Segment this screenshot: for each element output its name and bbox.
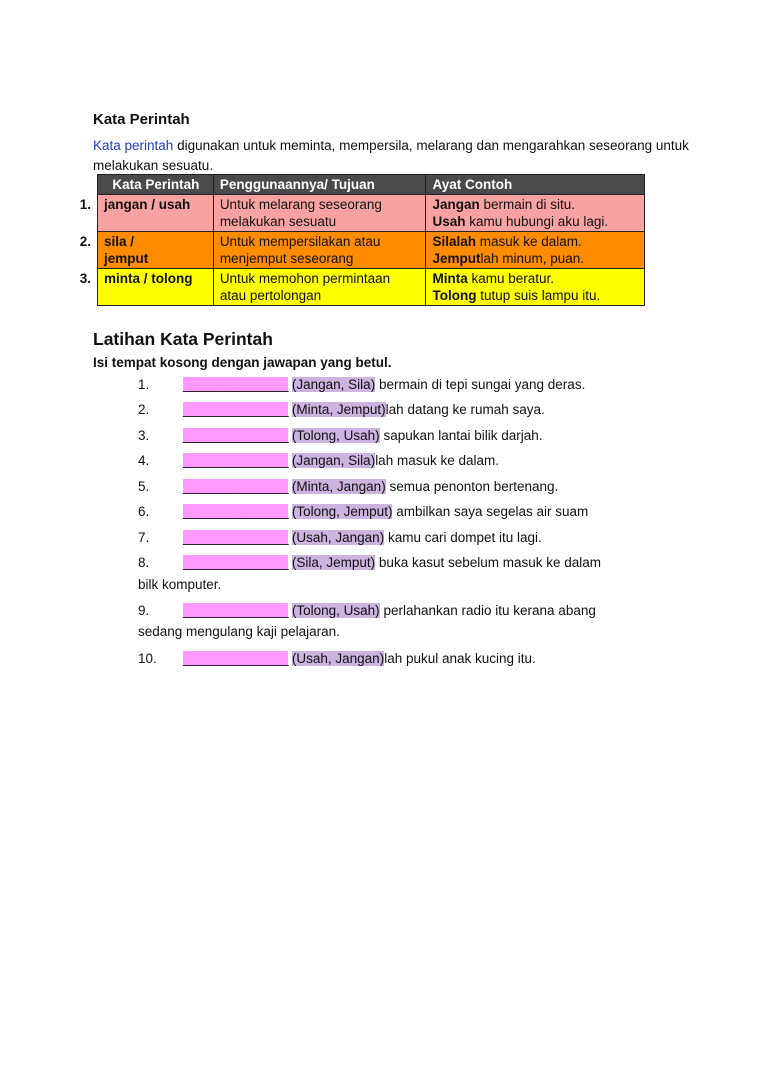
list-item <box>138 648 698 670</box>
header-penggunaan: Penggunaannya/ Tujuan <box>213 175 426 195</box>
instruction: Isi tempat kosong dengan jawapan yang betul. <box>93 355 392 370</box>
section-title-kata-perintah: Kata Perintah <box>93 111 190 128</box>
answer-blank: _______________ <box>183 479 289 494</box>
question-text: lah pukul anak kucing itu. <box>384 651 536 666</box>
question-continuation: sedang mengulang kaji pelajaran. <box>138 624 340 639</box>
intro-text: digunakan untuk meminta, mempersila, melarang dan mengarahkan seseorang untuk melakukan sesuatu. <box>93 138 689 173</box>
example-text: tutup suis lampu itu. <box>476 288 601 303</box>
answer-choices: (Jangan, Sila) <box>291 377 376 392</box>
usage-line: Untuk memohon permintaan <box>219 271 391 286</box>
example-cell <box>426 269 645 306</box>
keyword: jemput <box>104 251 149 266</box>
table-row <box>98 269 645 306</box>
question-text: semua penonton bertenang. <box>385 479 559 494</box>
question-number: 4. <box>138 453 150 468</box>
list-item <box>138 552 698 574</box>
usage-line: atau pertolongan <box>219 288 322 303</box>
question-number: 9. <box>138 603 150 618</box>
question-text: buka kasut sebelum masuk ke dalam <box>375 555 602 570</box>
question-text: perlahankan radio itu kerana abang <box>379 603 596 618</box>
question-text: bermain di tepi sungai yang deras. <box>375 377 586 392</box>
example-keyword: Minta <box>432 271 468 286</box>
answer-choices: (Minta, Jangan) <box>291 479 386 494</box>
example-text: kamu beratur. <box>467 271 555 286</box>
answer-blank: _______________ <box>183 530 289 545</box>
question-text: kamu cari dompet itu lagi. <box>384 530 542 545</box>
header-kata-perintah: Kata Perintah <box>98 175 214 195</box>
list-item <box>138 399 698 421</box>
example-keyword: Silalah <box>432 234 477 249</box>
table-header-row <box>98 175 645 195</box>
question-number: 3. <box>138 428 150 443</box>
example-keyword: Jemput <box>432 251 481 266</box>
answer-choices: (Tolong, Usah) <box>291 428 380 443</box>
question-number: 8. <box>138 555 150 570</box>
question-number: 5. <box>138 479 150 494</box>
answer-choices: (Jangan, Sila) <box>291 453 376 468</box>
answer-blank: _______________ <box>183 603 289 618</box>
question-number: 2. <box>138 402 150 417</box>
example-text: lah minum, puan. <box>480 251 585 266</box>
answer-choices: (Tolong, Usah) <box>291 603 380 618</box>
question-number: 6. <box>138 504 150 519</box>
usage-cell <box>213 232 426 269</box>
question-number: 1. <box>138 377 150 392</box>
question-text: sapukan lantai bilik darjah. <box>379 428 543 443</box>
usage-line: Untuk melarang seseorang <box>219 197 382 212</box>
list-item <box>138 476 698 498</box>
answer-blank: _______________ <box>183 377 289 392</box>
keyword: sila / <box>104 234 135 249</box>
example-cell <box>426 195 645 232</box>
keyword: minta / tolong <box>104 271 193 286</box>
example-text: kamu hubungi aku lagi. <box>465 214 609 229</box>
example-line <box>432 213 639 230</box>
answer-choices: (Minta, Jemput) <box>291 402 386 417</box>
keyword-cell <box>79 195 214 232</box>
list-item <box>138 425 698 447</box>
example-line <box>432 196 639 213</box>
question-text: lah masuk ke dalam. <box>375 453 499 468</box>
answer-blank: _______________ <box>183 504 289 519</box>
usage-cell <box>213 195 426 232</box>
answer-blank: _______________ <box>183 651 289 666</box>
example-text: bermain di situ. <box>479 197 576 212</box>
row-number: 1. <box>79 197 91 212</box>
example-cell <box>426 232 645 269</box>
usage-line: Untuk mempersilakan atau <box>219 234 381 249</box>
section-title-latihan: Latihan Kata Perintah <box>93 329 273 349</box>
list-item <box>138 450 698 472</box>
example-line <box>432 250 639 267</box>
question-text: ambilkan saya segelas air suam <box>392 504 589 519</box>
answer-blank: _______________ <box>183 402 289 417</box>
row-number: 2. <box>79 234 91 249</box>
list-item <box>138 374 698 396</box>
intro-paragraph <box>93 136 693 176</box>
list-item <box>138 527 698 549</box>
answer-choices: (Sila, Jemput) <box>291 555 376 570</box>
keyword-cell <box>79 269 214 306</box>
header-ayat-contoh: Ayat Contoh <box>426 175 645 195</box>
example-keyword: Jangan <box>432 197 480 212</box>
answer-blank: _______________ <box>183 453 289 468</box>
usage-line: melakukan sesuatu <box>219 214 337 229</box>
example-line <box>432 270 639 287</box>
usage-line: menjemput seseorang <box>219 251 354 266</box>
intro-highlight: Kata perintah <box>93 138 174 153</box>
answer-choices: (Usah, Jangan) <box>291 651 385 666</box>
keyword-cell <box>79 232 214 269</box>
answer-choices: (Usah, Jangan) <box>291 530 385 545</box>
answer-choices: (Tolong, Jemput) <box>291 504 393 519</box>
answer-blank: _______________ <box>183 555 289 570</box>
question-continuation: bilk komputer. <box>138 577 222 592</box>
example-keyword: Tolong <box>432 288 477 303</box>
answer-blank: _______________ <box>183 428 289 443</box>
question-number: 7. <box>138 530 150 545</box>
table-row <box>98 195 645 232</box>
kata-perintah-table <box>79 174 645 306</box>
keyword: jangan / usah <box>104 197 191 212</box>
example-line <box>432 287 639 304</box>
question-text: lah datang ke rumah saya. <box>385 402 545 417</box>
question-number: 10. <box>138 651 157 666</box>
table-row <box>98 232 645 269</box>
example-keyword: Usah <box>432 214 466 229</box>
example-text: masuk ke dalam. <box>476 234 582 249</box>
example-line <box>432 233 639 250</box>
usage-cell <box>213 269 426 306</box>
list-item <box>138 501 698 523</box>
list-item <box>138 600 698 622</box>
row-number: 3. <box>79 271 91 286</box>
